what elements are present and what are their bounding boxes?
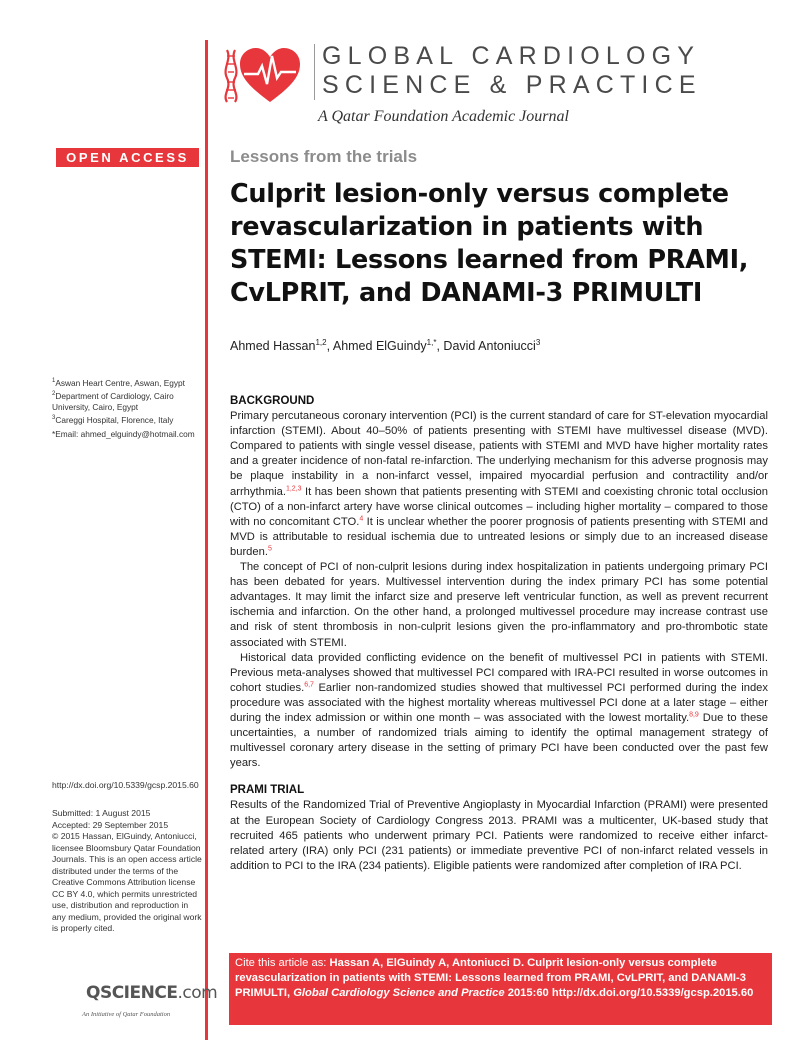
publication-info	[52, 808, 202, 935]
open-access-badge: OPEN ACCESS	[56, 148, 199, 167]
affiliation-item: $^2$Department of Cardiology, Cairo University, Cairo, Egypt	[52, 390, 174, 412]
cite-journal: Global Cardiology Science and Practice	[293, 987, 505, 1000]
corresponding-email[interactable]: *Email: ahmed_elguindy@hotmail.com	[52, 429, 195, 440]
prami-paragraph: Results of the Randomized Trial of Preventive Angioplasty in Myocardial Infarction (PRAMI) were presented at the European Society of Cardiology Congress 2013. PRAMI was a multicenter, UK-based study that recruited 465 patients who underwent primary PCI. Patients were randomized to receive either infarct-related artery (IRA) only PCI (231 patients) or immediate preventive PCI of non-infarct related vessels in addition to PCI to the IRA (234 patients). Eligible patients were randomized after completion of IRA PCI.	[230, 799, 768, 872]
author-affil-sup: 1,2	[315, 338, 327, 347]
accepted-date: Accepted: 29 September 2015	[52, 819, 169, 830]
author-list	[230, 338, 540, 353]
affiliation-item: $^3$Careggi Hospital, Florence, Italy	[52, 414, 174, 425]
author-affil-sup: 1,*	[426, 338, 437, 347]
citation-ref[interactable]: 8,9	[689, 711, 699, 719]
red-divider-line	[205, 40, 208, 1040]
license-text: © 2015 Hassan, ElGuindy, Antoniucci, licensee Bloomsbury Qatar Foundation Journals. This is an open access article distributed under the terms of the Creative Commons Attribution license CC BY 4.0, which permits unrestricted use, distribution and reproduction in any medium, provided the original work is properly cited.	[52, 831, 202, 933]
qatar-foundation-note: An Initiative of Qatar Foundation	[82, 1011, 171, 1018]
author-name[interactable]: Ahmed ElGuindy	[332, 339, 427, 354]
author-separator: ,	[436, 339, 444, 354]
section-label: Lessons from the trials	[230, 147, 418, 166]
heart-logo-icon	[224, 42, 310, 104]
citation-ref[interactable]: 1,2,3	[285, 484, 302, 492]
logo-separator	[314, 44, 315, 100]
affiliations	[52, 376, 202, 440]
author-separator: ,	[326, 339, 333, 354]
article-title: Culprit lesion-only versus complete revascularization in patients with STEMI: Lessons learned from PRAMI, CvLPRIT, and DANAMI-3 PRIMULTI	[230, 179, 749, 308]
citation-ref[interactable]: 4	[359, 515, 364, 523]
cite-label: Cite this article as:	[235, 957, 330, 969]
cite-doi-link[interactable]: http://dx.doi.org/10.5339/gcsp.2015.60	[548, 987, 754, 1000]
author-name[interactable]: David Antoniucci	[443, 339, 536, 354]
background-heading: BACKGROUND	[230, 395, 315, 407]
citation-box	[229, 953, 772, 1025]
cite-volume: 2015:60	[504, 987, 549, 1000]
journal-name-line2: SCIENCE & PRACTICE	[322, 71, 702, 99]
citation-ref[interactable]: 6,7	[304, 681, 314, 689]
affiliation-item: $^1$Aswan Heart Centre, Aswan, Egypt	[52, 377, 185, 388]
author-name[interactable]: Ahmed Hassan	[230, 339, 316, 354]
article-body	[230, 394, 768, 874]
cite-text: Hassan A, ElGuindy A, Antoniucci D. Culprit lesion-only versus complete revascularization in patients with STEMI: Lessons learned from PRAMI, CvLPRIT, and DANAMI-3 PRIMULTI,	[235, 957, 746, 1000]
prami-heading: PRAMI TRIAL	[230, 784, 305, 797]
doi-link[interactable]: http://dx.doi.org/10.5339/gcsp.2015.60	[52, 780, 199, 790]
background-paragraph: Historical data provided conflicting evidence on the benefit of multivessel PCI in patients with STEMI. Previous meta-analyses showed that multivessel PCI compared with IRA-PCI resulted in worse outcomes in cohort studies.$^{6,7}$ Earlier non-randomized studies showed that multivessel PCI performed during the index procedure was associated with the highest mortality whereas multivessel PCI done at a later stage – either during the index admission or within one month – was associated with the lowest mortality.$^{8,9}$ Due to these uncertainties, a number of randomized trials aiming to identify the optimal management strategy of multivessel coronary artery disease in the setting of primary PCI have been conducted over the past few years.	[230, 651, 768, 770]
journal-subtitle: A Qatar Foundation Academic Journal	[318, 108, 569, 125]
author-affil-sup: 3	[535, 338, 541, 347]
background-paragraph: Primary percutaneous coronary intervention (PCI) is the current standard of care for ST-elevation myocardial infarction (STEMI). About 40–50% of patients presenting with STEMI have multivessel disease (MVD). Compared to patients with single vessel disease, patients with STEMI and MVD have higher mortality rates and a greater incidence of non-fatal re-infarction. The underlying mechanism for this adverse prognosis may be plaque instability in a non-infarct vessel, impaired myocardial perfusion and contractility and/or arrhythmia.$^{1,2,3}$ It has been shown that patients presenting with STEMI and coexisting chronic total occlusion (CTO) of a non-infarct artery have worse clinical outcomes – including higher mortality – compared to those with no concomitant CTO.$^4$ It is unclear whether the poorer prognosis of patients presenting with STEMI and MVD is attributable to residual ischemia due to untreated lesions or simply due to an increased disease burden.$^5$	[230, 410, 768, 558]
journal-name-line1: GLOBAL CARDIOLOGY	[322, 42, 701, 70]
qscience-logo[interactable]: QSCIENCE.com	[86, 983, 218, 1003]
citation-ref[interactable]: 5	[267, 545, 272, 553]
submitted-date: Submitted: 1 August 2015	[52, 808, 151, 818]
background-paragraph: The concept of PCI of non-culprit lesions during index hospitalization in patients undergoing primary PCI has been debated for years. Multivessel intervention during the index primary PCI has some potential advantages. It may limit the infarct size and preserve left ventricular function, as well as prevent recurrent ischemia and infarction. On the other hand, a prolonged multivessel procedure may increase contrast use and risk of stent thrombosis in non-culprit lesions given the pro-inflammatory and pro-thrombotic state associated with STEMI.	[230, 561, 768, 649]
